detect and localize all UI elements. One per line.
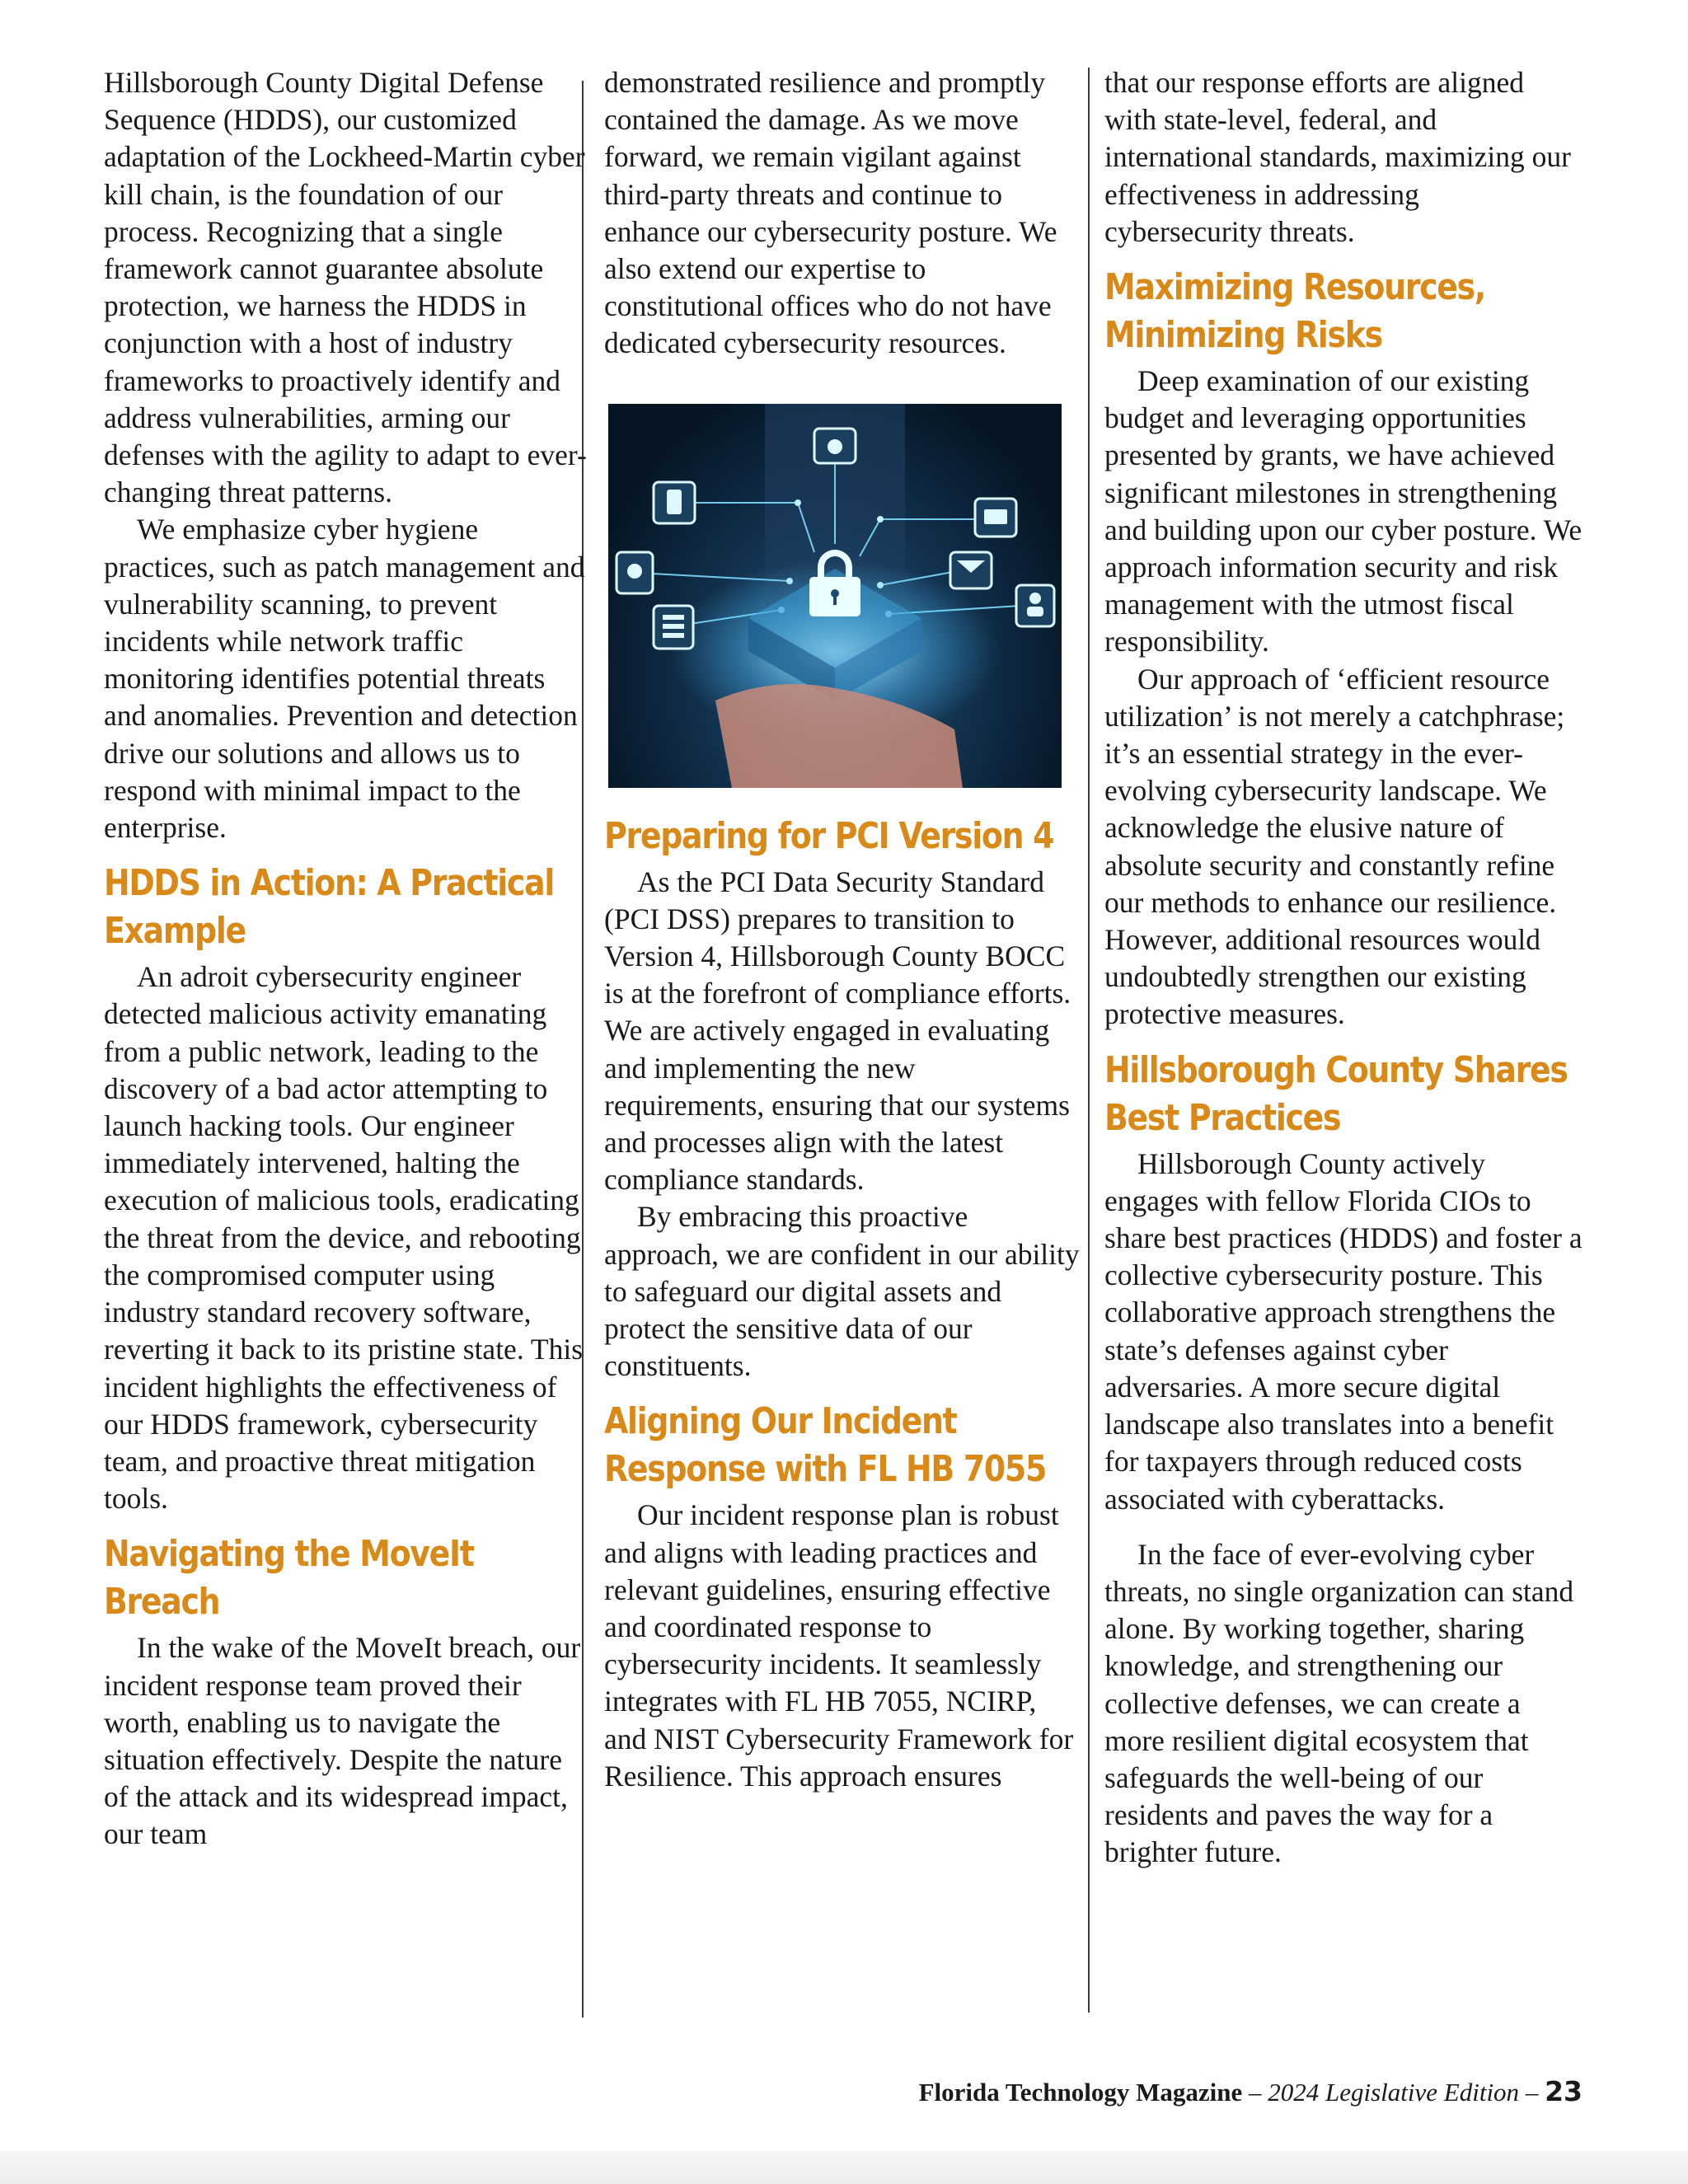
cybersecurity-lock-photo — [608, 404, 1062, 788]
column-divider — [1088, 68, 1090, 2013]
paragraph-practices-2: In the face of ever-evolving cyber threats, no single organization can stand alone. By working together, sharing knowledge, and strengthening our collective defenses, we can create a more resilient digital ecosystem that safeguards the well-being of our residents and paves the way for a brighter future. — [1104, 1537, 1574, 1869]
heading-incident-response: Aligning Our Incident Response with FL HB 7055 — [604, 1400, 1047, 1491]
paragraph-resources-2: Our approach of ‘efficient resource utilization’ is not merely a catchphrase; it’s an essential strategy in the ever-evolving cybersecurity landscape. We acknowledge the elusive nature of absolute security and constantly refine our methods to enhance our resilience. However, additional resources would undoubtedly strengthen our existing protective measures. — [1104, 662, 1565, 1031]
heading-hdds-in-action: HDDS in Action: A Practical Example — [104, 862, 555, 953]
page-footer — [919, 2075, 1582, 2107]
heading-moveit-breach: Navigating the MoveIt Breach — [104, 1533, 474, 1624]
edition-label: 2024 Legislative Edition — [1268, 2078, 1520, 2107]
scan-edge — [0, 2151, 1688, 2184]
paragraph-hygiene: We emphasize cyber hygiene practices, such as patch management and vulnerability scanning, to prevent incidents while network traffic monitoring identifies potential threats and anomalies. Prevention and detection drive our solutions and allows us to respond with minimal impact to the enterprise. — [104, 513, 585, 845]
paragraph-moveit-continued: demonstrated resilience and promptly contained the damage. As we move forward, we remain vigilant against third-party threats and continue to enhance our cybersecurity posture. We also extend our expertise to constitutional offices who do not have dedicated cybersecurity resources. — [604, 66, 1057, 360]
paragraph-resources-1: Deep examination of our existing budget and leveraging opportunities presented by grants, we have achieved significant milestones in strengthening and building upon our cyber posture. We approach information security and risk management with the utmost fiscal responsibility. — [1104, 364, 1582, 658]
magazine-title: Florida Technology Magazine — [918, 2078, 1243, 2107]
paragraph-practices-1: Hillsborough County actively engages with fellow Florida CIOs to share best practices (HDDS) and foster a collective cybersecurity posture. This collaborative approach strengthens the state’s defenses against cyber adversaries. A more secure digital landscape also translates into a benefit for taxpayers through reduced costs associated with cyberattacks. — [1104, 1146, 1582, 1516]
paragraph-incident-continued: that our response efforts are aligned with state-level, federal, and international standards, maximizing our effectiveness in addressing cybersecurity threats. — [1104, 66, 1571, 248]
paragraph-moveit-breach: In the wake of the MoveIt breach, our incident response team proved their worth, enabling us to navigate the situation effectively. Despite the nature of the attack and its widespread impact, our team — [104, 1631, 581, 1851]
footer-separator: – — [1519, 2078, 1545, 2107]
lock-network-illustration — [608, 404, 1062, 788]
column-1 — [104, 64, 590, 1854]
paragraph-intro: Hillsborough County Digital Defense Sequence (HDDS), our customized adaptation of the Lockheed-Martin cyber kill chain, is the foundation of our process. Recognizing that a single framework cannot guarantee absolute protection, we harness the HDDS in conjunction with a host of industry frameworks to proactively identify and address vulnerabilities, arming our defenses with the agility to adapt to ever-changing threat patterns. — [104, 66, 587, 509]
footer-separator: – — [1242, 2078, 1268, 2107]
column-2 — [604, 64, 1082, 1795]
heading-best-practices: Hillsborough County Shares Best Practices — [1104, 1048, 1568, 1139]
paragraph-incident-response: Our incident response plan is robust and aligns with leading practices and relevant guidelines, ensuring effective and coordinated response to cybersecurity incidents. It seamlessly integrates with FL HB 7055, NCIRP, and NIST Cybersecurity Framework for Resilience. This approach ensures — [604, 1498, 1074, 1793]
paragraph-pci-1: As the PCI Data Security Standard (PCI DSS) prepares to transition to Version 4, Hillsborough County BOCC is at the forefront of compliance efforts. We are actively engaged in evaluating and implementing the new requirements, ensuring that our systems and processes align with the latest compliance standards. — [604, 865, 1071, 1197]
paragraph-hdds-in-action: An adroit cybersecurity engineer detected malicious activity emanating from a public network, leading to the discovery of a bad actor attempting to launch hacking tools. Our engineer immediately intervened, halting the execution of malicious tools, eradicating the threat from the device, and rebooting the compromised computer using industry standard recovery software, reverting it back to its pristine state. This incident highlights the effectiveness of our HDDS framework, cybersecurity team, and proactive threat mitigation tools. — [104, 960, 584, 1516]
heading-pci-version-4: Preparing for PCI Version 4 — [604, 814, 1054, 857]
paragraph-pci-2: By embracing this proactive approach, we are confident in our ability to safeguard our digital assets and protect the sensitive data of our constituents. — [604, 1200, 1080, 1383]
column-3 — [1104, 64, 1582, 1872]
page-number: 23 — [1545, 2075, 1582, 2107]
heading-maximizing-resources: Maximizing Resources, Minimizing Risks — [1104, 266, 1485, 357]
